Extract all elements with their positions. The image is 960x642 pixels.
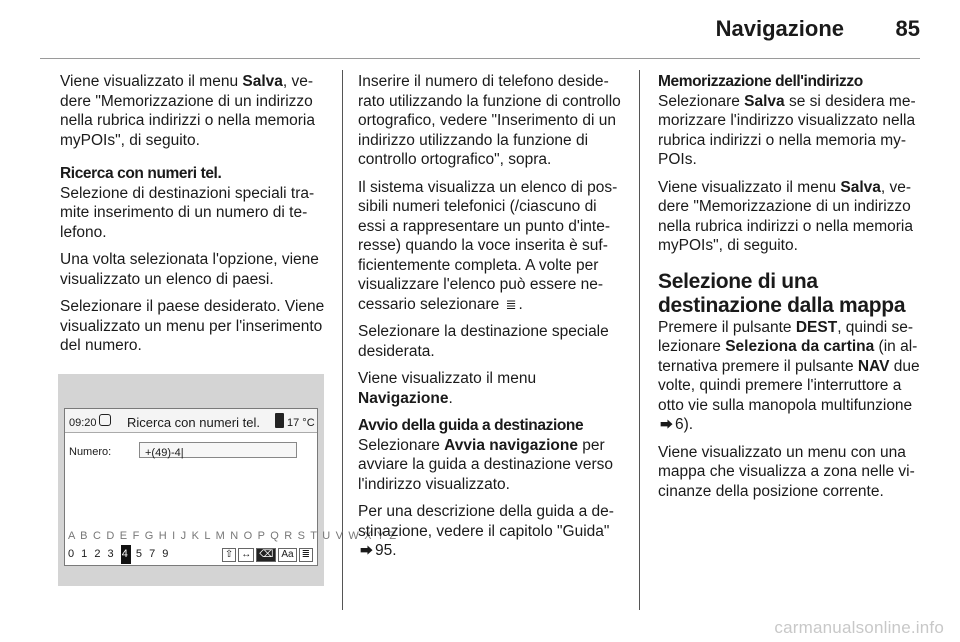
page-reference-icon: ⮕ xyxy=(660,417,674,432)
list-icon: ≣ xyxy=(505,296,517,312)
column-3 xyxy=(658,72,928,509)
section-heading-map-destination: Selezione di una destinazione dalla mappa xyxy=(658,269,906,317)
header-divider xyxy=(40,58,920,59)
column-divider-2 xyxy=(639,70,640,610)
column-1 xyxy=(60,72,398,586)
paragraph-save-menu: Viene visualizzato il menu Salva, vedere "Memorizzazione di un indirizzo nella rubrica indirizzi o nella memoria myPOIs", di seguito. xyxy=(658,178,913,254)
page-header xyxy=(0,0,960,60)
paragraph-select-country: Selezionare il paese desiderato. Viene visualizzato un menu per l'inserimento del numero. xyxy=(60,298,325,354)
arrows-icon: ↔ xyxy=(238,548,254,562)
screen-temperature: 17 °C xyxy=(287,416,315,429)
section-heading-phone-search: Ricerca con numeri tel. xyxy=(60,165,222,182)
thermometer-icon xyxy=(275,413,284,428)
arrow-up-icon: ⇧ xyxy=(222,548,236,562)
paragraph-dest-button: Premere il pulsante DEST, quindi selezionare Seleziona da cartina (in alternativa premere il pulsante NAV due volte, quindi premere l'interruttore a otto vie sulla manopola multifunzione ⮕ 6). xyxy=(658,318,920,433)
paragraph-guidance-reference: Per una descrizione della guida a destinazione, vedere il capitolo "Guida" ⮕ 95. xyxy=(358,503,614,559)
delete-icon: ⌫ xyxy=(256,548,276,562)
letter-row: A B C D E F G H I J K L M N O P Q R S T U V W X Y Z xyxy=(68,529,398,542)
check-icon xyxy=(99,414,111,426)
digit-row: 0 1 2 3 4 5 7 9 xyxy=(68,545,170,565)
section-heading-save-address: Memorizzazione dell'indirizzo xyxy=(658,73,863,90)
paragraph-phone-intro: Selezione di destinazioni speciali tramite inserimento di un numero di telefono. xyxy=(60,184,315,241)
paragraph-select-destination: Selezionare la destinazione speciale desiderata. xyxy=(358,323,609,360)
number-label: Numero: xyxy=(69,445,112,458)
number-input: +(49)-4| xyxy=(139,442,297,458)
screen-status-bar xyxy=(65,409,317,433)
selected-digit: 4 xyxy=(121,545,131,565)
paragraph-map-shown: Viene visualizzato un menu con una mappa che visualizza a zona nelle vicinanze della posizione corrente. xyxy=(658,443,915,500)
chapter-title: Navigazione xyxy=(715,16,844,41)
page-reference-icon: ⮕ xyxy=(360,543,374,558)
section-heading-start-guidance: Avvio della guida a destinazione xyxy=(358,417,584,434)
case-toggle: Aa xyxy=(278,548,296,562)
paragraph-country-list: Una volta selezionata l'opzione, viene visualizzato un elenco di paesi. xyxy=(60,251,319,288)
watermark: carmanualsonline.info xyxy=(774,618,944,637)
paragraph-save-select: Selezionare Salva se si desidera memorizzare l'indirizzo visualizzato nella rubrica indirizzi o nella memoria myPOIs. xyxy=(658,92,916,168)
paragraph-navigation-menu: Viene visualizzato il menu Navigazione. xyxy=(358,370,537,407)
page-number: 85 xyxy=(895,16,920,41)
column-2 xyxy=(358,72,628,569)
infotainment-screen xyxy=(64,408,398,566)
paragraph-number-list: Il sistema visualizza un elenco di possibili numeri telefonici (/ciascuno di essi a rappresentare un punto d'interesse) quando la voce inserita è sufficientemente completa. A volte per visualizzare l'elenco può essere necessario selezionare ≣ . xyxy=(358,178,618,313)
screen-time: 09:20 xyxy=(69,416,97,429)
screen-title: Ricerca con numeri tel. xyxy=(127,414,260,430)
paragraph-salva-menu: Viene visualizzato il menu Salva, vedere "Memorizzazione di un indirizzo nella rubrica indirizzi o nella memoria myPOIs", di seguito. xyxy=(60,73,315,149)
paragraph-enter-number: Inserire il numero di telefono desiderato utilizzando la funzione di controllo ortografico, vedere "Inserimento di un indirizzo utilizzando la funzione di controllo ortografico", sopra. xyxy=(358,73,621,168)
screen-controls xyxy=(220,545,313,565)
paragraph-start-navigation: Selezionare Avvia navigazione per avviare la guida a destinazione verso l'indirizzo visualizzato. xyxy=(358,436,614,493)
list-icon: ≣ xyxy=(299,548,313,562)
screen-illustration xyxy=(58,374,398,586)
